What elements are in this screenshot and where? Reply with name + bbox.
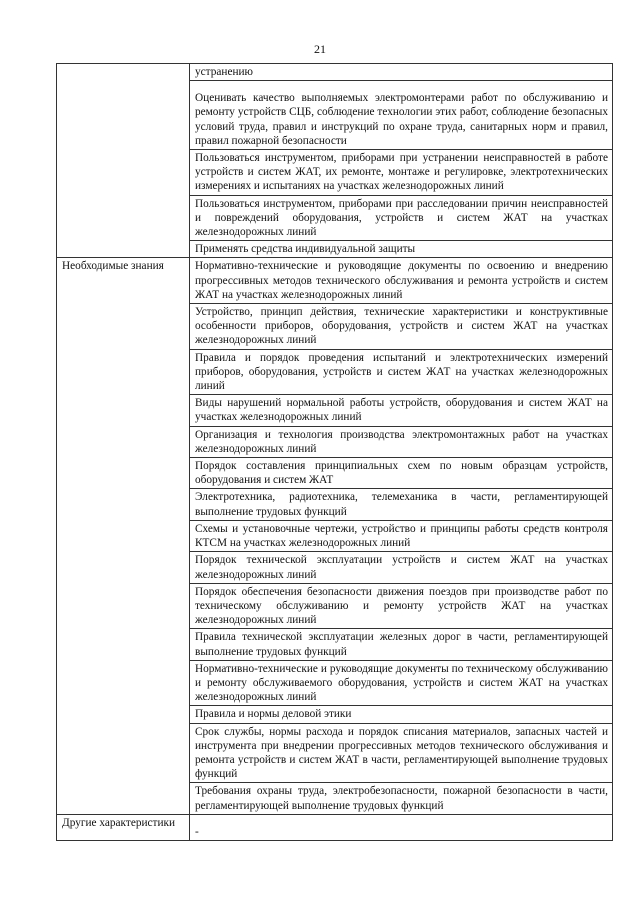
- knowledge-item: Электротехника, радиотехника, телемеханика в части, регламентирующей выполнение трудовых функций: [190, 489, 613, 520]
- skill-item: Пользоваться инструментом, приборами при устранении неисправностей в работе устройств и систем ЖАТ, их ремонте, монтаже и регулировке, электротехнических измерениях и испытаниях на участках железнодорожных линий: [190, 150, 613, 196]
- knowledge-item: Срок службы, нормы расхода и порядок списания материалов, запасных частей и инструмента при внедрении прогрессивных методов технического обслуживания и ремонта устройств и систем ЖАТ в части, регламентирующей выполнение трудовых функций: [190, 723, 613, 783]
- knowledge-item: Устройство, принцип действия, технические характеристики и конструктивные особенности приборов, оборудования, устройств и систем ЖАТ на участках железнодорожных линий: [190, 304, 613, 350]
- page-number: 21: [314, 42, 326, 56]
- knowledge-item: Организация и технология производства электромонтажных работ на участках железнодорожных линий: [190, 426, 613, 457]
- table-row: [57, 64, 613, 81]
- table-row: [57, 258, 613, 304]
- row-label-required-knowledge: Необходимые знания: [57, 258, 190, 814]
- other-item: -: [190, 814, 613, 840]
- knowledge-item: Нормативно-технические и руководящие документы по освоению и внедрению прогрессивных методов технического обслуживания и ремонта устройств и систем ЖАТ на участках железнодорожных линий: [190, 258, 613, 304]
- skill-item: Пользоваться инструментом, приборами при расследовании причин неисправностей и повреждений оборудования, устройств и систем ЖАТ на участках железнодорожных линий: [190, 195, 613, 241]
- knowledge-item: Порядок составления принципиальных схем по новым образцам устройств, оборудования и систем ЖАТ: [190, 458, 613, 489]
- knowledge-item: Требования охраны труда, электробезопасности, пожарной безопасности в части, регламентирующей выполнение трудовых функций: [190, 783, 613, 814]
- skill-item: Применять средства индивидуальной защиты: [190, 241, 613, 258]
- knowledge-item: Правила технической эксплуатации железных дорог в части, регламентирующей выполнение трудовых функций: [190, 629, 613, 660]
- knowledge-item: Схемы и установочные чертежи, устройство и принципы работы средств контроля КТСМ на участках железнодорожных линий: [190, 520, 613, 551]
- knowledge-item: Порядок обеспечения безопасности движения поездов при производстве работ по техническому обслуживанию и ремонту устройств ЖАТ на участках железнодорожных линий: [190, 583, 613, 629]
- knowledge-item: Нормативно-технические и руководящие документы по техническому обслуживанию и ремонту обслуживаемого оборудования, устройств и систем ЖАТ на участках железнодорожных линий: [190, 660, 613, 706]
- knowledge-item: Порядок технической эксплуатации устройств и систем ЖАТ на участках железнодорожных линий: [190, 552, 613, 583]
- knowledge-item: Правила и порядок проведения испытаний и электротехнических измерений приборов, оборудования, устройств и систем ЖАТ на участках железнодорожных линий: [190, 349, 613, 395]
- skill-item: Оценивать качество выполняемых электромонтерами работ по обслуживанию и ремонту устройств СЦБ, соблюдение технологии этих работ, соблюдение безопасных условий труда, правил и инструкций по охране труда, санитарных норм и правил, правил пожарной безопасности: [190, 81, 613, 150]
- knowledge-item: Правила и нормы деловой этики: [190, 706, 613, 723]
- table-row: [57, 814, 613, 840]
- knowledge-item: Виды нарушений нормальной работы устройств, оборудования и систем ЖАТ на участках железнодорожных линий: [190, 395, 613, 426]
- row-label: [57, 64, 190, 258]
- qualification-table: [56, 63, 613, 841]
- row-label-other-characteristics: Другие характеристики: [57, 814, 190, 840]
- skill-item: устранению: [190, 64, 613, 81]
